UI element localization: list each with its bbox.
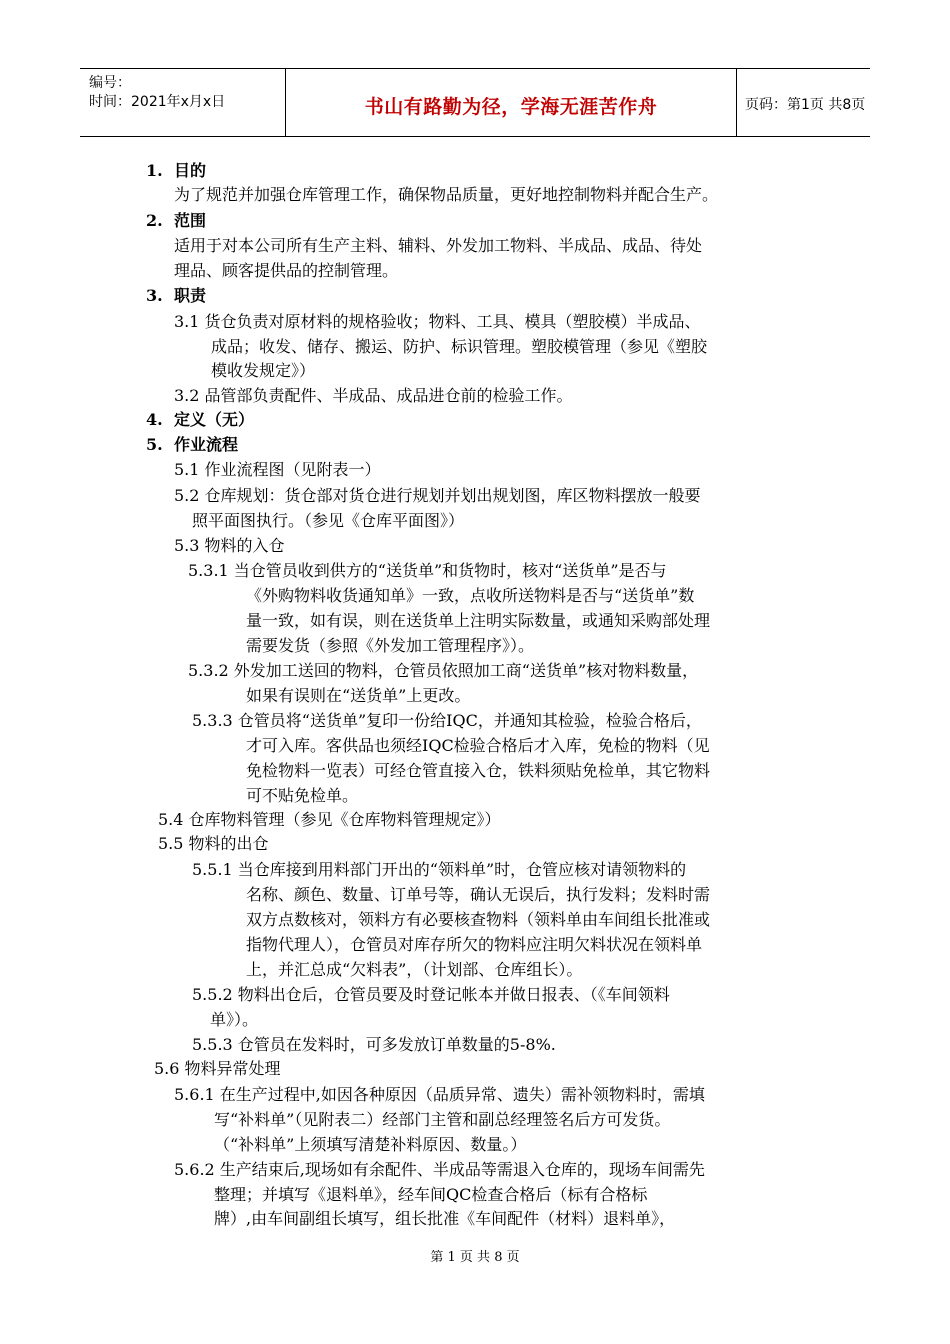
paragraph-line: 5.6 物料异常处理 [154,1059,281,1078]
paragraph-line: 《外购物料收货通知单》一致，点收所送物料是否与“送货单”数 [246,586,695,605]
paragraph-line: 5.5.1 当仓库接到用料部门开出的“领料单”时，仓管应核对请领物料的 [192,860,687,879]
document-date: 时间：2021年x月x日 [89,94,226,110]
paragraph-line: 上，并汇总成“欠料表”，（计划部、仓库组长）。 [246,960,583,979]
paragraph-line: 3.2 品管部负责配件、半成品、成品进仓前的检验工作。 [174,386,573,405]
section-number: 4. [146,410,163,429]
paragraph-line: 照平面图执行。（参见《仓库平面图》） [192,511,465,530]
paragraph-line: 5.3.3 仓管员将“送货单”复印一份给IQC，并通知其检验，检验合格后， [192,711,702,730]
paragraph-line: 5.5.2 物料出仓后，仓管员要及时登记帐本并做日报表、（《车间领料 [192,985,670,1004]
paragraph-line: 量一致，如有误，则在送货单上注明实际数量，或通知采购部处理 [246,611,711,630]
page-footer: 第 1 页 共 8 页 [430,1250,520,1265]
header-motto: 书山有路勤为径，学海无涯苦作舟 [364,96,658,118]
paragraph-line: 5.3.2 外发加工送回的物料，仓管员依照加工商“送货单”核对物料数量， [188,661,699,680]
document-number: 编号： [89,75,131,91]
paragraph-line: 为了规范并加强仓库管理工作，确保物品质量，更好地控制物料并配合生产。 [174,185,719,204]
paragraph-line: 模收发规定》） [211,361,316,380]
paragraph-line: 5.3.1 当仓管员收到供方的“送货单”和货物时，核对“送货单”是否与 [188,561,667,580]
paragraph-line: 适用于对本公司所有生产主料、辅料、外发加工物料、半成品、成品、待处 [174,236,703,255]
paragraph-line: 整理；并填写《退料单》，经车间QC检查合格后（标有合格标 [214,1185,648,1204]
paragraph-line: 双方点数核对，领料方有必要核查物料（领料单由车间组长批准或 [246,910,711,929]
paragraph-line: 5.6.1 在生产过程中,如因各种原因（品质异常、遗失）需补领物料时，需填 [174,1085,705,1104]
paragraph-line: 5.1 作业流程图（见附表一） [174,460,381,479]
header-page-info: 页码：第1页 共8页 [745,97,866,113]
section-title: 作业流程 [174,435,239,454]
paragraph-line: 如果有误则在“送货单”上更改。 [246,686,471,705]
header-motto-cell [285,69,737,136]
paragraph-line: 需要发货（参照《外发加工管理程序》）。 [246,636,535,655]
paragraph-line: 成品；收发、储存、搬运、防护、标识管理。塑胶模管理（参见《塑胶 [211,337,708,356]
section-title: 目的 [174,161,207,180]
section-title: 范围 [174,211,207,230]
paragraph-line: 5.5.3 仓管员在发料时，可多发放订单数量的5-8%. [192,1035,556,1054]
section-number: 3. [146,286,163,305]
paragraph-line: 可不贴免检单。 [246,786,359,805]
section-number: 5. [146,435,163,454]
paragraph-line: 单》）。 [210,1010,259,1029]
paragraph-line: （“补料单”上须填写清楚补料原因、数量。） [214,1135,527,1154]
paragraph-line: 5.6.2 生产结束后,现场如有余配件、半成品等需退入仓库的，现场车间需先 [174,1160,705,1179]
paragraph-line: 5.4 仓库物料管理（参见《仓库物料管理规定》） [158,810,501,829]
section-number: 2. [146,211,163,230]
header-page-cell [736,69,870,136]
paragraph-line: 才可入库。客供品也须经IQC检验合格后才入库，免检的物料（见 [246,736,710,755]
paragraph-line: 免检物料一览表）可经仓管直接入仓，铁料须贴免检单，其它物料 [246,761,711,780]
section-title: 定义（无） [174,410,255,429]
page-header [80,68,870,137]
paragraph-line: 5.3 物料的入仓 [174,536,285,555]
paragraph-line: 牌）,由车间副组长填写，组长批准《车间配件（材料）退料单》， [214,1209,676,1228]
header-meta-cell [80,69,285,136]
section-title: 职责 [174,286,207,305]
paragraph-line: 3.1 货仓负责对原材料的规格验收；物料、工具、模具（塑胶模）半成品、 [174,312,701,331]
paragraph-line: 写“补料单”（见附表二）经部门主管和副总经理签名后方可发货。 [214,1110,671,1129]
paragraph-line: 5.5 物料的出仓 [158,834,269,853]
paragraph-line: 5.2 仓库规划：货仓部对货仓进行规划并划出规划图，库区物料摆放一般要 [174,486,701,505]
paragraph-line: 理品、顾客提供品的控制管理。 [174,261,399,280]
paragraph-line: 指物代理人），仓管员对库存所欠的物料应注明欠料状况在领料单 [246,935,703,954]
section-number: 1. [146,161,163,180]
paragraph-line: 名称、颜色、数量、订单号等，确认无误后，执行发料；发料时需 [246,885,711,904]
